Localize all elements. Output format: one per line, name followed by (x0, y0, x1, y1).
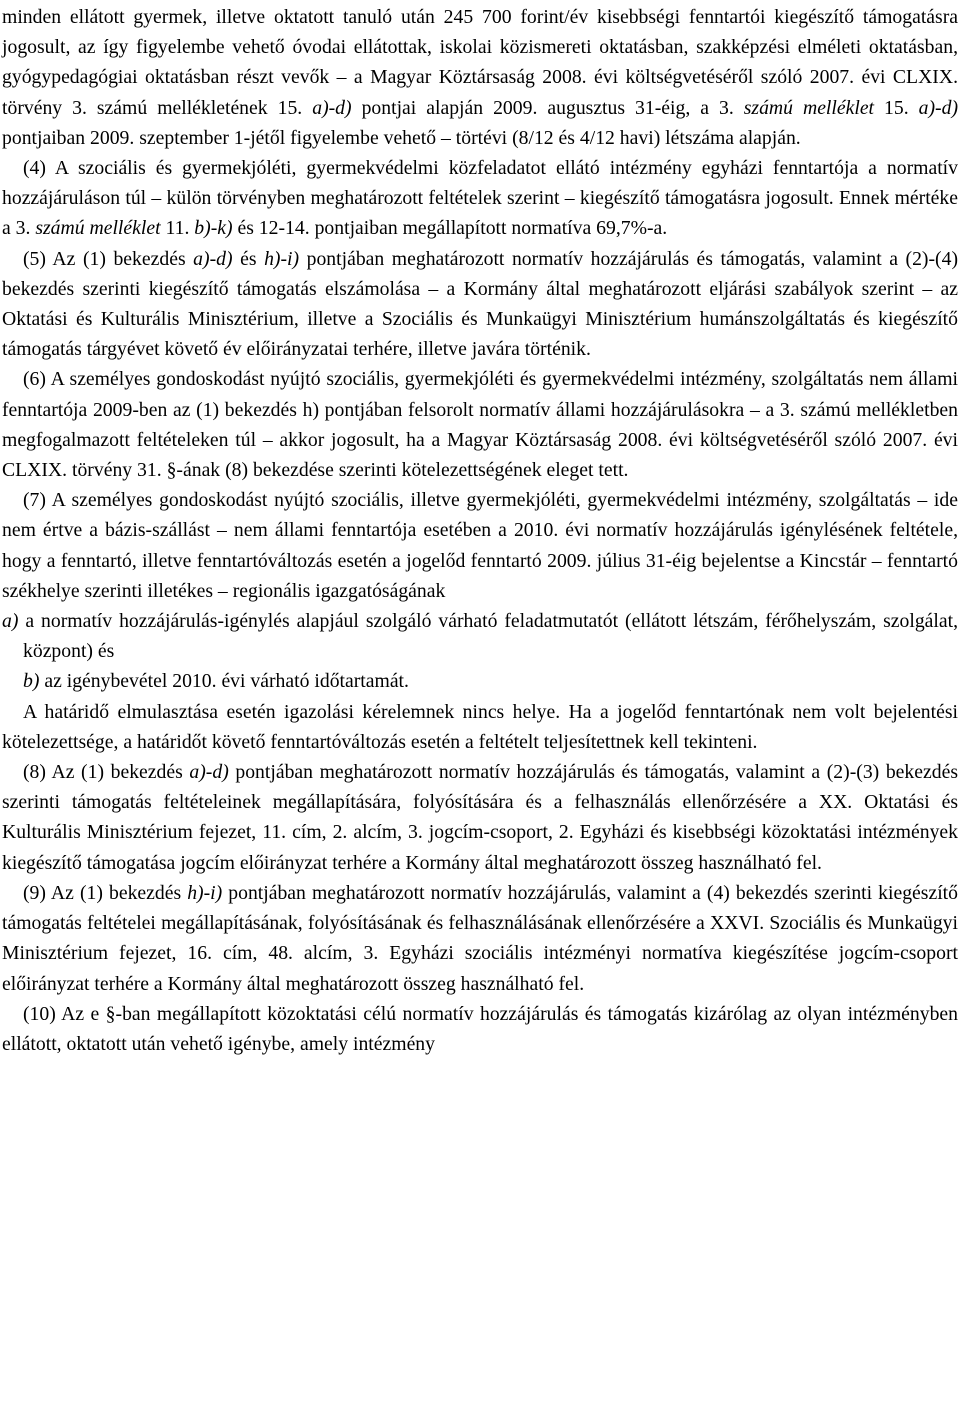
text-run: (7) A személyes gondoskodást nyújtó szociális, illetve gyermekjóléti, gyermekvédelmi intézmény, szolgáltatás – ide nem értve a bázis-szállást – nem állami fenntartója esetében a 2010. évi normatív hozzájárulás igénylésének feltétele, hogy a fenntartó, illetve fenntartóváltozás esetén a jogelőd fenntartó 2009. július 31-éig bejelentse a Kincstár – fenntartó székhelye szerinti illetékes – regionális igazgatóságának (2, 489, 958, 602)
italic-reference: a)-d) (312, 96, 352, 119)
italic-reference: a)-d) (193, 247, 233, 270)
text-run: pontjai alapján 2009. augusztus 31-éig, a 3. (351, 96, 744, 119)
paragraph-7b (2, 666, 958, 696)
text-run: 15. (874, 96, 919, 119)
text-run: pontjában meghatározott normatív hozzájárulás, valamint a (4) bekezdés szerinti kiegészítő támogatás feltételei megállapításának, folyósításának és felhasználásának ellenőrzésére a XXVI. Szociális és Munkaügyi Minisztérium fejezet, 16. cím, 48. alcím, 3. Egyházi szociális intézményi normatíva kiegészítése jogcím-csoport előirányzat terhére a Kormány által meghatározott összeg használható fel. (2, 881, 958, 995)
italic-reference: számú melléklet (35, 217, 161, 240)
text-run: (10) Az e §-ban megállapított közoktatási célú normatív hozzájárulás és támogatás kizárólag az olyan intézményben ellátott, oktatott után vehető igénybe, amely intézmény (2, 1002, 958, 1055)
italic-reference: b)-k) (194, 217, 233, 240)
text-run: (4) A szociális és gyermekjóléti, gyermekvédelmi közfeladatot ellátó intézmény egyházi fenntartója a normatív hozzájáruláson túl – külön törvényben meghatározott feltételek szerint – kiegészítő támogatásra jogosult. Ennek mértéke a 3. (2, 157, 958, 240)
italic-reference: a)-d) (918, 96, 958, 119)
paragraph-10 (2, 999, 958, 1059)
italic-reference: a)-d) (189, 761, 229, 784)
text-run: (5) Az (1) bekezdés (23, 247, 194, 270)
text-run: az igénybevétel 2010. évi várható időtartamát. (39, 670, 409, 693)
italic-reference: számú melléklet (743, 96, 875, 119)
italic-reference: h)-i) (187, 881, 223, 904)
text-run: (8) Az (1) bekezdés (23, 761, 190, 784)
paragraph-7a (2, 606, 958, 666)
text-run: és 12-14. pontjaiban megállapított normatíva 69,7%-a. (232, 217, 668, 240)
paragraph-6 (2, 364, 958, 485)
paragraph-9 (2, 878, 958, 999)
paragraph-4 (2, 153, 958, 244)
italic-reference: a) (2, 610, 19, 633)
text-run: (9) Az (1) bekezdés (23, 881, 188, 904)
text-run: pontjában meghatározott normatív hozzájárulás és támogatás, valamint a (2)-(3) bekezdés szerinti támogatás feltételeinek megállapítására, folyósítására és a felhasználás ellenőrzésére a XX. Oktatási és Kulturális Minisztérium fejezet, 11. cím, 2. alcím, 3. jogcím-csoport, 2. Egyházi és kisebbségi közoktatási intézmények kiegészítő támogatása jogcím előirányzat terhére a Kormány által meghatározott összeg használható fel. (2, 761, 958, 874)
paragraph-5 (2, 244, 958, 365)
text-run: (6) A személyes gondoskodást nyújtó szociális, gyermekjóléti és gyermekvédelmi intézmény, szolgáltatás nem állami fenntartója 2009-ben az (1) bekezdés h) pontjában felsorolt normatív állami hozzájárulásokra – a 3. számú mellékletben megfogalmazott feltételeken túl – akkor jogosult, ha a Magyar Köztársaság 2008. évi költségvetéséről szóló 2007. évi CLXIX. törvény 31. §-ának (8) bekezdése szerinti kötelezettségének eleget tett. (2, 368, 958, 482)
text-run: pontjaiban 2009. szeptember 1-jétől figyelembe vehető – törtévi (8/12 és 4/12 havi) létszáma alapján. (2, 126, 801, 149)
italic-reference: b) (23, 670, 40, 693)
text-run: minden ellátott gyermek, illetve oktatott tanuló után 245 700 forint/év kisebbségi fenntartói kiegészítő támogatásra jogosult, az így figyelembe vehető óvodai ellátottak, iskolai közismereti oktatásban, szakképzési elméleti oktatásban, gyógypedagógiai oktatásban részt vevők – a Magyar Köztársaság 2008. évi költségvetéséről szóló 2007. évi CLXIX. törvény 3. számú mellékletének 15. (2, 6, 958, 119)
paragraph-8 (2, 757, 958, 878)
italic-reference: h)-i) (264, 247, 300, 270)
text-run: pontjában meghatározott normatív hozzájárulás és támogatás, valamint a (2)-(4) bekezdés szerinti kiegészítő támogatás elszámolása – a Kormány által meghatározott eljárási szabályok szerint – az Oktatási és Kulturális Minisztérium, illetve a Szociális és Munkaügyi Minisztérium humánszolgáltatás és kiegészítő támogatás tárgyévet követő év előirányzatai terhére, illetve javára történik. (2, 247, 959, 361)
paragraph-intro (2, 2, 958, 153)
paragraph-7c (2, 697, 958, 757)
text-run: A határidő elmulasztása esetén igazolási kérelemnek nincs helye. Ha a jogelőd fenntartónak nem volt bejelentési kötelezettsége, a határidőt követő fenntartóváltozás esetén a feltételt teljesítettnek kell tekinteni. (2, 700, 958, 753)
text-run: 11. (160, 217, 195, 240)
paragraph-7 (2, 485, 958, 606)
text-run: a normatív hozzájárulás-igénylés alapjául szolgáló várható feladatmutatót (ellátott létszám, férőhelyszám, szolgálat, központ) és (18, 610, 958, 663)
text-run: és (232, 247, 265, 270)
